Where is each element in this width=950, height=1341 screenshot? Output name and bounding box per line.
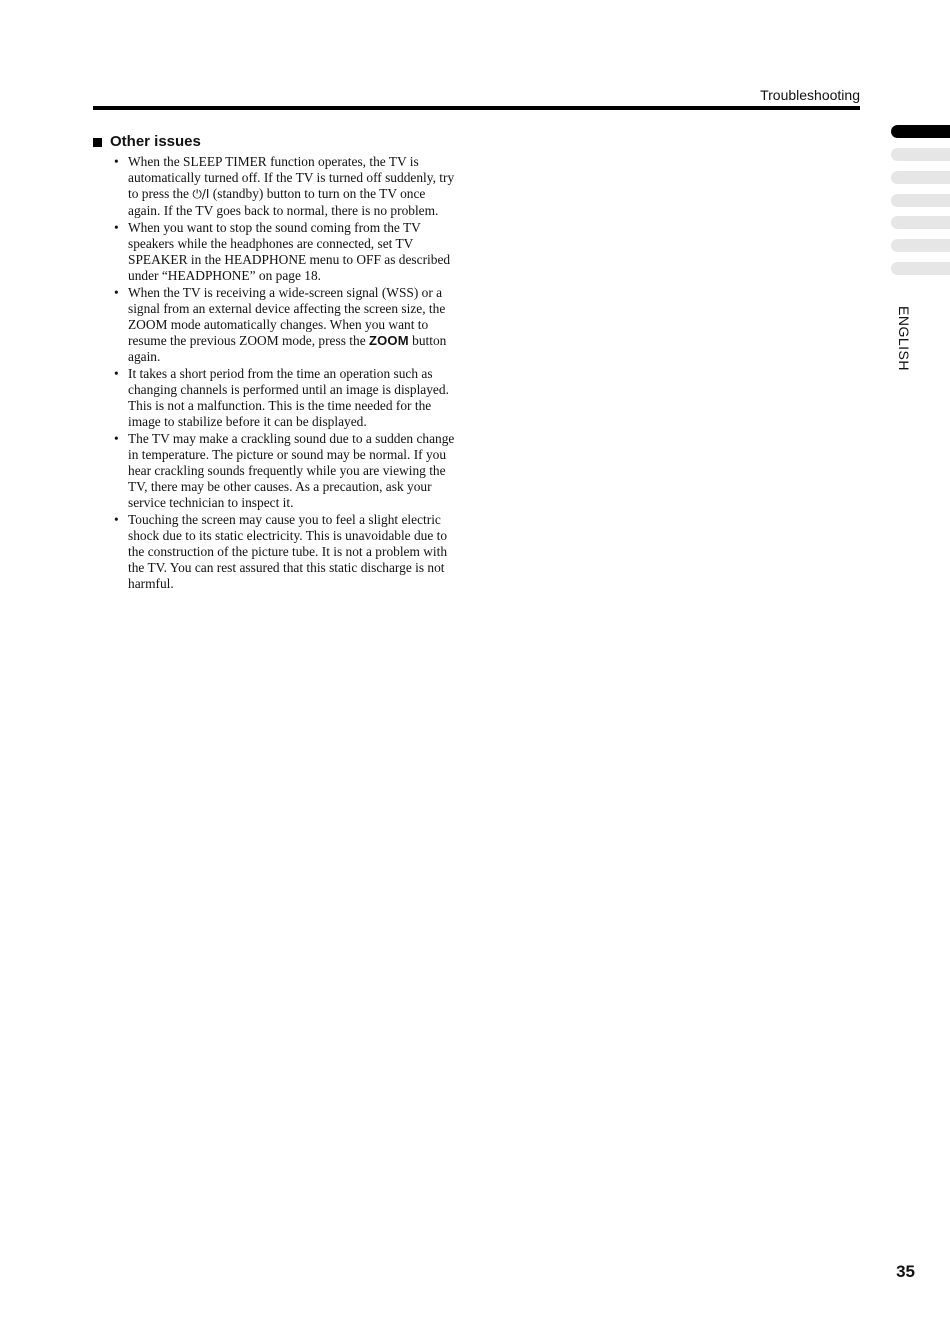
list-item-text: The TV may make a crackling sound due to a sudden change in temperature. The picture or sound may be normal. If you hear crackling sounds frequently while you are viewing the TV, there may be other causes. As a precaution, ask your service technician to inspect it. [128,431,455,511]
list-item-text: Touching the screen may cause you to feel a slight electric shock due to its static electricity. This is unavoidable due to the construction of the picture tube. It is not a problem with the TV. You can rest assured that this static discharge is not harmful. [128,512,448,592]
list-item [93,220,458,284]
side-tab [891,194,950,207]
header-section-title: Troubleshooting [760,87,860,103]
bullet-dot-icon: • [114,512,119,528]
zoom-button-label: ZOOM [368,332,409,348]
side-tab [891,239,950,252]
page-number: 35 [896,1262,915,1281]
side-tab-active [891,125,950,138]
list-item-text-after: button again. [128,332,447,364]
bullet-dot-icon: • [114,154,119,169]
bullet-dot-icon: • [114,285,119,301]
list-item-text-after: (standby) button to turn on the TV once again. If the TV goes back to normal, there is no problem. [128,185,439,218]
list-item [93,285,458,365]
list-item [93,512,458,592]
section-heading [93,133,458,151]
list-item-text: It takes a short period from the time an operation such as changing channels is performed until an image is displayed. This is not a malfunction. This is the time needed for the image to stabilize before it can be displayed. [128,366,449,429]
header-rule [93,106,860,110]
issues-list [93,154,458,592]
side-tab [891,171,950,184]
standby-icon: ⏻/I [192,186,210,201]
other-issues-section [93,133,458,593]
language-label: ENGLISH [896,306,912,371]
list-item [93,366,458,430]
square-bullet-icon [93,138,102,147]
side-tab [891,148,950,161]
bullet-dot-icon: • [114,366,119,382]
list-item-text: When the TV is receiving a wide-screen signal (WSS) or a signal from an external device affecting the screen size, the ZOOM mode automatically changes. When you want to resume the previous ZOOM mode, press the [128,285,446,348]
bullet-dot-icon: • [114,220,119,236]
bullet-dot-icon: • [114,431,119,447]
section-heading-text: Other issues [110,133,201,150]
list-item [93,154,458,219]
side-tab [891,216,950,229]
list-item-text: When you want to stop the sound coming from the TV speakers while the headphones are connected, set TV SPEAKER in the HEADPHONE menu to OFF as described under “HEADPHONE” on page 18. [128,220,451,283]
list-item-text: When the SLEEP TIMER function operates, the TV is automatically turned off. If the TV is turned off suddenly, try to press the [128,154,455,201]
side-tab [891,262,950,275]
list-item [93,431,458,511]
